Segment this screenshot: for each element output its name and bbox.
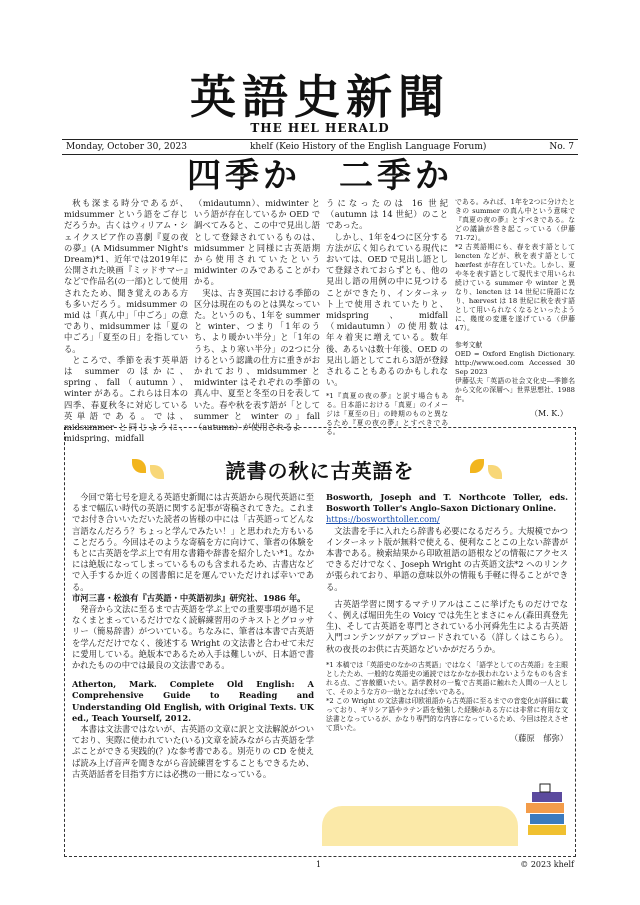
reference-item: OED = Oxford English Dictionary. http://www.oed.com Accessed 30 Sep 2023 xyxy=(455,350,575,376)
book-title: Atherton, Mark. Complete Old English: A Comprehensive Guide to Reading and Understanding Old English, with Original Texts. UK ed., Teach Yourself, 2012. xyxy=(72,679,314,723)
book-description: 本書は文法書ではないが、古英語の文章に訳と文法解説がついており、実際に使われていた(いる)文章を読みながら古英語を学ぶことができる実践的(？)な参考書である。別売りの CD を使えば読み上げ音声を聞きながら音読練習をすることもできるため、古英語話者を目指す方には必携の一冊になっている。 xyxy=(72,724,314,779)
feature-intro: 今回で第七号を迎える英語史新聞には古英語から現代英語に至るまで幅広い時代の英語に関する記事が寄稿されてきた。これまでお付き合いいただいた読者の皆様の中には「古英語ってどんな言語なんだろう？ちょっと学んでみたい！」と思われた方もいることだろう。今回はそのような寄稿を方に向けて、筆者の体験をもとに古英語を学ぶ上で有用な書籍や辞書を紹介したい*1。なかには絶版になってしまっているものも含まれるため、古書店などで入手するか近くの図書館に足を運んでいただければ幸いである。 xyxy=(72,492,314,592)
article-column-4 xyxy=(455,198,575,404)
feature-column-left xyxy=(72,492,314,780)
footnote: *1『真夏の夜の夢』と訳す場合もある。日本語における「真夏」のイメージは「夏至の日」の時期のものと異なるため『夏の夜の夢』とすべきである。 xyxy=(326,392,448,437)
closing-paragraph: 古英語学習に関するマテリアルはここに挙げたものだけでなく、例えば堀田先生の Voicy では先生とまさにゃん(森田真登先生)、そして古英語を専門とされている小河舜先生による古英語入門コンテンツがアップロードされている（詳しくはこちら）。秋の夜長のお供に古英語などいかがだろうか。 xyxy=(326,598,568,654)
article-paragraph: 実は、古き英国における季節の区分は現在のものとは異なっていた。というのも、1年を summer と winter、つまり「1年のうち、より暖かい半分」と「1年のうち、より寒い半分」の2つに分けるという認識の仕方に重きがおかれており、midsummer と midwinter はそれぞれの季節の真ん中、夏至と冬至の日を表していた。春や秋を表す語が「として summer と winter の」fall（autumn）が使用されるよ xyxy=(194,287,320,433)
article-column-1 xyxy=(64,198,188,444)
article-paragraph: しかし、1年を4つに区分する方法が広く知られている現代においては、OED で見出し語として登録されておらずとも、他の見出し語の用例の中に見つけることができたり、インターネット上で使用されていたりと、midspring、midfall（midautumn）の使用数は年々着実に増えている。数年後、あるいは数十年後、OED の見出し語としてこれら3語が登録されることもあるのかもしれない。 xyxy=(326,231,448,388)
leaf-pile-illustration xyxy=(322,806,518,846)
feature-column-right xyxy=(326,492,568,744)
dateline xyxy=(66,142,574,152)
book-description: 文法書を手に入れたら辞書も必要になるだろう。大規模でかつインターネット版が無料で使える、便利なことこの上ない辞書が本書である。検索結果から印欧祖語の語根などの情報にアクセスできるだけでなく、Joseph Wright の古英語文法*2 へのリンクが張られており、単語の意味以外の情報も手軽に得ることができる。 xyxy=(326,525,568,592)
dictionary-link[interactable]: https://bosworthtoller.com/ xyxy=(326,514,440,525)
header-rule-bottom xyxy=(62,154,578,155)
issue-date: Monday, October 30, 2023 xyxy=(66,142,187,152)
issue-number: No. 7 xyxy=(549,142,574,152)
article-paragraph: である。みれば、1年を2つに分けたときの summer の真ん中という意味で『真夏の夜の夢』とすべきである。などの議論が巻き起こっている（伊藤 71-72）。 xyxy=(455,198,575,242)
references-title: 参考文献 xyxy=(455,341,483,349)
feature-author: （藤原 郁弥） xyxy=(509,732,568,743)
page-number: 1 xyxy=(316,860,322,869)
article-author: （M. K.） xyxy=(530,409,568,418)
article-column-3 xyxy=(326,198,448,437)
article-paragraph: （midautumn）、midwinter という語が存在しているか OED で調べてみると、この中で見出し語として登録されているものは、midsummer と同様に古英語期から使用されていたという midwinter のみであることがわかる。 xyxy=(194,198,320,287)
article-title: 四季か 二季か xyxy=(187,156,453,196)
footnote: *2 この Wright の文法書は印欧祖語から古英語に至るまでの音変化が詳細に載っており、ギリシア語やラテン語を勉強した経験がある方には非常に有用な文法書となっているが、かなり専門的な内容になっているため、今回は控えさせて頂いた。 xyxy=(326,696,568,732)
book-title: 市河三喜・松浪有『古英語・中英語初歩』研究社、1986 年。 xyxy=(72,592,306,603)
article-paragraph: 秋も深まる時分であるが、midsummer という語をご存じだろうか。古くはウィリアム・シェイクスピア作の喜劇『夏の夜の夢』(A Midsummer Night's Dream)*1、近年では2019年に公開された映画『ミッドサマー』などで作品名(の一部)として使用されたため、聞き覚えのある方も多いだろう。midsummer の mid は「真ん中」「中ごろ」の意であり、midsummer は「夏の中ごろ」「夏至の日」を指している。 xyxy=(64,198,188,354)
publisher: khelf (Keio History of the English Language Forum) xyxy=(249,142,487,152)
article-paragraph: ところで、季節を表す英単語は summer のほかに、spring、fall（autumn）、winter がある。これらは日本の四季、春夏秋冬に対応している英単語である。では、midsummer と同じように、midspring、midfall xyxy=(64,354,188,444)
footnote: *1 本稿では「英語史のなかの古英語」ではなく「語学としての古英語」を主眼としたため、一般的な英語史の通読ではなかなか扱われないようなものも含まれる点、ご容赦願いたい。語学教材の一覧で古英語に触れた人間の一人として、そのような方の一助となれば幸いである。 xyxy=(326,660,568,696)
feature-title: 読書の秋に古英語を xyxy=(225,459,415,483)
header-rule-top xyxy=(62,139,578,140)
masthead-subtitle: THE HEL HERALD xyxy=(250,121,390,135)
copyright: © 2023 khelf xyxy=(520,860,574,869)
article-column-2 xyxy=(194,198,320,433)
books-illustration xyxy=(520,770,570,845)
footnote: *2 古英語期にも、春を表す語として lencten などが、秋を表す語として hærfest が存在していた。しかし、夏や冬を表す語として現代まで用いられ続けている summer や winter と異なり、lencten は 14 世紀に廃語になり、hærvest は 18 世紀に秋を表す語として用いられなくなるといったように、幾度の変遷を遂げている（伊藤 47）。 xyxy=(455,243,575,332)
article-paragraph: うになったのは 16 世紀（autumn は 14 世紀）のことであった。 xyxy=(326,198,448,231)
reference-item: 伊藤弘夫「英語の社会文化史―季節名から文化の深層へ」世界思想社、1988 年。 xyxy=(455,377,575,403)
book-description: 発音から文法に至るまで古英語を学ぶ上での重要事項が過不足なくまとまっているだけでなく読解練習用のテキストとグロッサリー（簡易辞書）がついている。ちなみに、筆者は本書で古英語を学んだだけでなく、後述する Wright の文法書と合わせて未だに愛用している。絶版本であるため入手は難しいが、日本語で書かれたものの中では最良の文法書である。 xyxy=(72,604,314,671)
masthead-title: 英語史新聞 xyxy=(190,70,450,124)
book-title: Bosworth, Joseph and T. Northcote Toller, eds. Bosworth Toller's Anglo-Saxon Dictionary Online. xyxy=(326,492,568,514)
